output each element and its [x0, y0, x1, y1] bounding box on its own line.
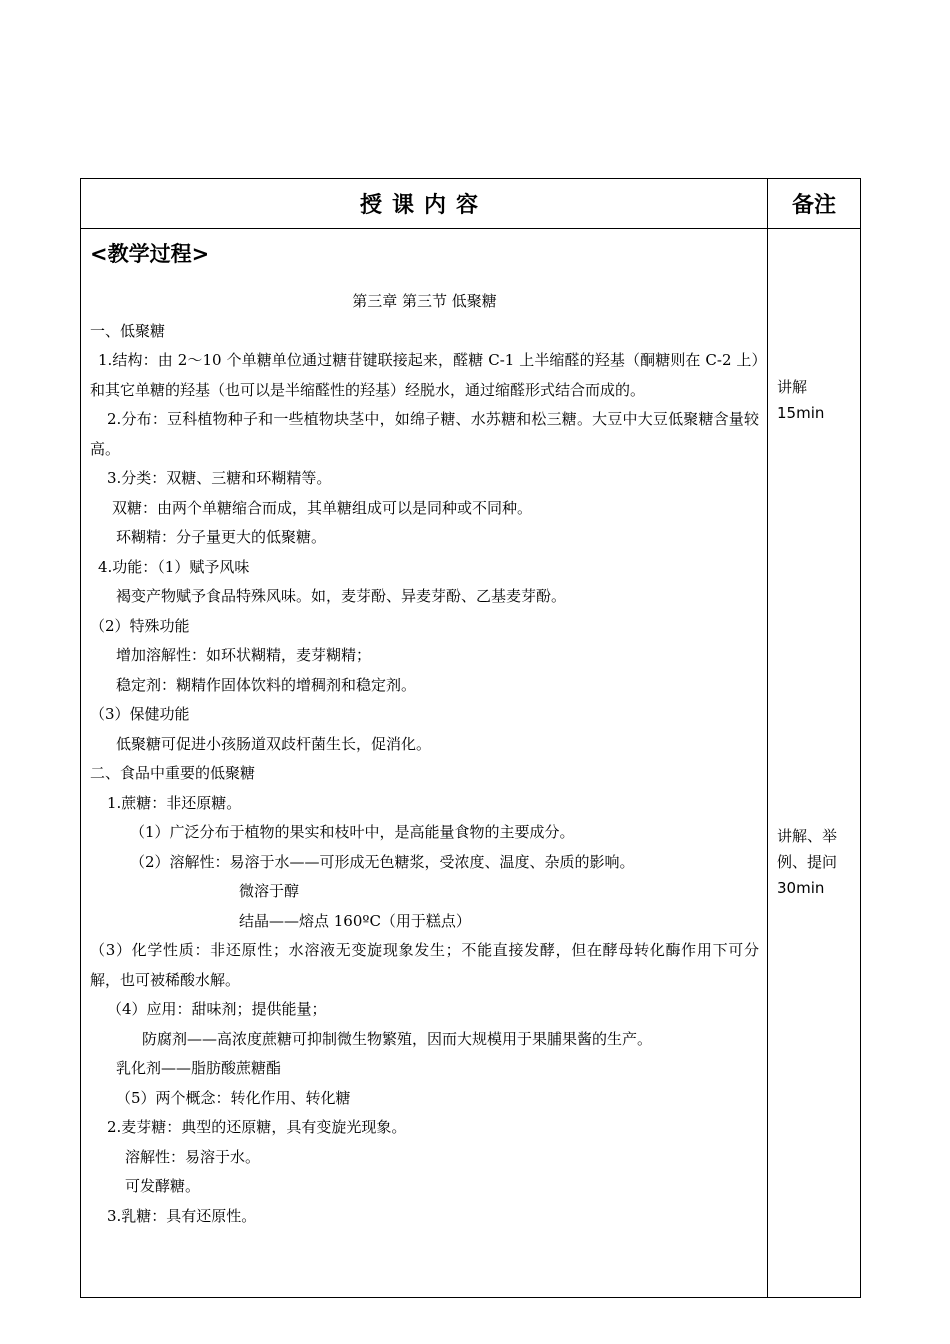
text-line: 增加溶解性：如环状糊精，麦芽糊精；	[116, 646, 372, 664]
section-heading: 一、低聚糖	[90, 321, 166, 340]
note-cell	[768, 229, 861, 1298]
text-line: 3.乳糖：具有还原性。	[107, 1206, 257, 1225]
text-line: （4）应用：甜味剂；提供能量；	[107, 1000, 327, 1018]
text-line: 微溶于醇	[239, 882, 300, 900]
text-line: 双糖：由两个单糖缩合而成，其单糖组成可以是同种或不同种。	[112, 498, 533, 517]
text-line: 结晶——熔点 160ºC（用于糕点）	[239, 911, 471, 930]
text-line: 防腐剂——高浓度蔗糖可抑制微生物繁殖，因而大规模用于果脯果酱的生产。	[142, 1029, 653, 1048]
paragraph-structure: 1.结构：由 2～10 个单糖单位通过糖苷键联接起来，醛糖 C-1 上半缩醛的羟基（酮糖则在 C-2 上）和其它单糖的羟基（也可以是半缩醛性的羟基）经脱水，通过缩醛形式结合而成的。	[90, 351, 759, 399]
text-line: 3.分类：双糖、三糖和环糊精等。	[107, 469, 332, 487]
chapter-title: 第三章 第三节 低聚糖	[352, 292, 497, 310]
text-line: 1.蔗糖：非还原糖。	[107, 793, 242, 812]
paragraph-distribution: 2.分布：豆科植物种子和一些植物块茎中，如绵子糖、水苏糖和松三糖。大豆中大豆低聚糖含量较高。	[90, 410, 759, 458]
text-line: （2）特殊功能	[90, 616, 190, 635]
note-lecture-examples: 讲解、举例、提问 30min	[777, 827, 838, 897]
text-line: （2）溶解性：易溶于水——可形成无色糖浆，受浓度、温度、杂质的影响。	[130, 852, 635, 871]
text-line: （5）两个概念：转化作用、转化糖	[116, 1088, 351, 1107]
header-note-cell: 备注	[768, 179, 861, 229]
text-line: 可发酵糖。	[125, 1177, 201, 1195]
text-line: （3）保健功能	[90, 705, 190, 723]
table-header-row	[81, 179, 861, 229]
table-body-row	[81, 229, 861, 1298]
header-content-cell: 授课内容	[81, 179, 768, 229]
lesson-table	[80, 178, 861, 1298]
text-line: （1）广泛分布于植物的果实和枝叶中，是高能量食物的主要成分。	[130, 823, 575, 841]
note-lecture: 讲解 15min	[777, 378, 825, 422]
section-heading: 二、食品中重要的低聚糖	[90, 764, 256, 782]
text-line: 环糊精：分子量更大的低聚糖。	[116, 528, 327, 546]
text-line: 溶解性：易溶于水。	[125, 1147, 261, 1166]
content-cell	[81, 229, 768, 1298]
paragraph-chemistry: （3）化学性质：非还原性；水溶液无变旋现象发生；不能直接发酵，但在酵母转化酶作用下可分解，也可被稀酸水解。	[90, 941, 759, 989]
text-line: 低聚糖可促进小孩肠道双歧杆菌生长，促消化。	[116, 734, 432, 753]
text-line: 稳定剂：糊精作固体饮料的增稠剂和稳定剂。	[116, 675, 417, 694]
text-line: 2.麦芽糖：典型的还原糖，具有变旋光现象。	[107, 1118, 407, 1136]
lesson-content	[81, 229, 767, 1231]
text-line: 4.功能：（1）赋予风味	[98, 557, 250, 576]
text-line: 乳化剂——脂肪酸蔗糖酯	[116, 1059, 282, 1077]
text-line: 褐变产物赋予食品特殊风味。如，麦芽酚、异麦芽酚、乙基麦芽酚。	[116, 587, 567, 605]
process-title: <教学过程>	[90, 242, 210, 266]
